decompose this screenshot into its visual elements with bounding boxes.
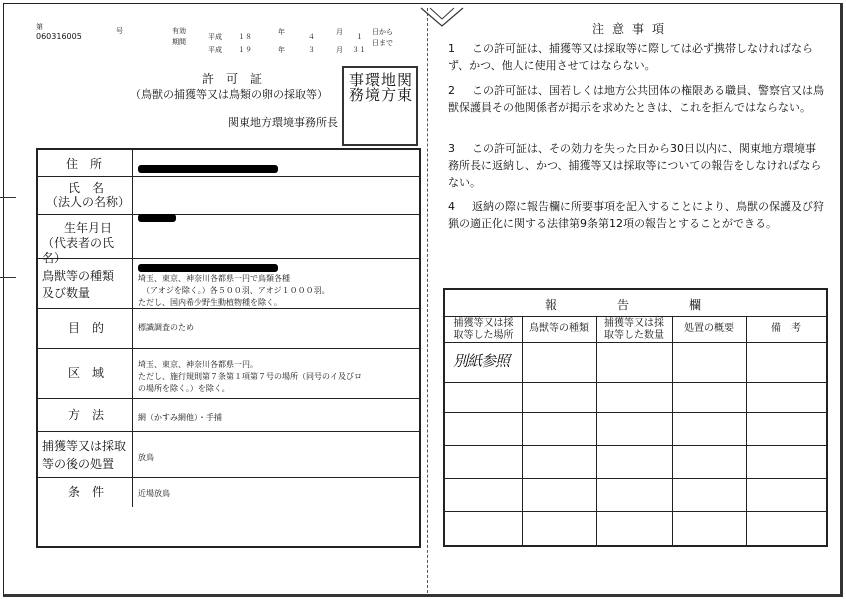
note-text: この許可証は、捕獲等又は採取等に際しては必ず携帯しなければならず、かつ、他人に使用させてはならない。 (448, 42, 813, 72)
fold-notch-icon (418, 6, 466, 28)
row-label-text: 生年月日 (64, 221, 113, 235)
note-text: この許可証は、国若しくは地方公共団体の権限ある職員、警察官又は鳥獣保護員その他関係者が掲示を求めたときは、これを拒んではならない。 (448, 84, 824, 114)
report-column-header (672, 323, 746, 335)
from-era: 平成 (208, 33, 222, 41)
report-title-row (445, 290, 826, 317)
official-seal (342, 66, 418, 146)
from-year: １８ (238, 33, 252, 41)
report-row-line (445, 412, 826, 413)
permit-row-label (38, 399, 133, 431)
row-label-text: （法人の名称） (46, 195, 131, 209)
note-number: 2 (448, 84, 455, 97)
to-year: １９ (238, 46, 252, 54)
report-header-text: 捕獲等又は採 (453, 318, 514, 329)
permit-row-label (38, 349, 133, 398)
punch-mark (0, 277, 16, 278)
report-row-line (445, 478, 826, 479)
seal-glyphs: 事務 (347, 72, 365, 102)
permit-row (38, 215, 419, 265)
report-header-text: 処置の概要 (684, 323, 734, 334)
permit-number: 060316005 (36, 32, 82, 41)
row-label-text: 及び数量 (42, 286, 91, 300)
go-label: 号 (116, 27, 123, 35)
note-item (448, 82, 826, 116)
report-column-header (522, 323, 596, 335)
report-header-text: 備 考 (771, 323, 801, 334)
to-month: ３ (308, 46, 315, 54)
from-label: 日から (372, 28, 393, 36)
fold-line (427, 8, 428, 593)
row-label-text: 住 所 (66, 157, 103, 171)
punch-mark (0, 197, 16, 198)
report-column-header (746, 323, 826, 335)
redaction-bar (138, 214, 176, 222)
permit-row (38, 349, 419, 399)
permit-row-label (38, 215, 133, 265)
permit-row-label (38, 432, 133, 477)
handwritten-note: 別紙参照 (453, 352, 510, 370)
report-header-text: 鳥獣等の種類 (529, 323, 589, 334)
report-row-line (445, 342, 826, 343)
report-header-text: 取等した数量 (604, 330, 664, 341)
permit-title: 許可証 (202, 72, 275, 86)
row-value-text: の場所を除く。）を除く。 (138, 384, 230, 393)
kikan-label: 期間 (172, 38, 186, 46)
to-era: 平成 (208, 46, 222, 54)
report-title: 報告欄 (545, 298, 762, 312)
to-tsuki: 月 (336, 46, 343, 54)
note-item (448, 40, 826, 74)
row-label-text: 氏 名 (68, 181, 105, 195)
row-value-text: ただし、国内希少野生動植物種を除く。 (138, 298, 282, 307)
permit-row (38, 432, 419, 478)
row-value-text: 近場放鳥 (138, 489, 170, 498)
from-month: ４ (308, 33, 315, 41)
permit-row-label (38, 309, 133, 348)
row-label-text: 条 件 (68, 485, 105, 499)
row-label-text: 方 法 (68, 408, 105, 422)
row-label-text: 捕獲等又は採取 (42, 439, 127, 453)
no-label: 第 (36, 23, 43, 31)
row-value-text: （アオジを除く。）各５００羽、アオジ１０００羽。 (142, 286, 330, 295)
permit-row (38, 177, 419, 215)
row-label-text: 鳥獣等の種類 (42, 269, 115, 283)
permit-row-label (38, 177, 133, 214)
seal-glyphs: 地方 (379, 72, 397, 102)
report-table (443, 288, 828, 547)
report-column-header (596, 318, 672, 342)
note-text: この許可証は、その効力を失った日から30日以内に、関東地方環境事務所長に返納し、かつ、捕獲等又は採取等についての報告をしなければならない。 (448, 142, 822, 189)
from-nen: 年 (278, 28, 285, 36)
row-value-text: 標識調査のため (138, 323, 194, 332)
permit-row (38, 399, 419, 432)
to-day: ３１ (352, 46, 366, 54)
note-item (448, 140, 826, 191)
row-value-text: 網（かすみ網他）・手捕 (138, 413, 222, 422)
note-number: 1 (448, 42, 455, 55)
from-day: １ (356, 33, 363, 41)
permit-row-label (38, 478, 133, 507)
notes-title: 注意事項 (592, 22, 673, 36)
report-row-line (445, 445, 826, 446)
permit-table (36, 148, 421, 548)
report-header-text: 捕獲等又は採 (604, 318, 664, 329)
row-value-text: ただし、施行規則第７条第１項第７号の場所（同号のイ及びロ (138, 372, 362, 381)
redaction-bar (138, 165, 278, 173)
note-number: 3 (448, 142, 455, 155)
permit-row-label (38, 259, 133, 308)
note-text: 返納の際に報告欄に所要事項を記入することにより、鳥獣の保護及び狩猟の適正化に関する法律第9条第12項の報告とすることができる。 (448, 200, 824, 230)
note-number: 4 (448, 200, 455, 213)
report-row-line (445, 511, 826, 512)
row-value-text: 埼玉、東京、神奈川各都県一円。 (138, 360, 258, 369)
issuer-name: 関東地方環境事務所長 (228, 116, 338, 129)
row-label-text: 目 的 (68, 321, 105, 335)
permit-row (38, 478, 419, 507)
permit-row (38, 309, 419, 349)
row-value-text: 放鳥 (138, 453, 154, 462)
row-label-text: 等の後の処置 (42, 457, 115, 471)
permit-subtitle: （鳥獣の捕獲等又は鳥類の卵の採取等） (130, 88, 328, 101)
row-value-text: 埼玉、東京、神奈川各都県一円で鳥類各種 (138, 274, 290, 283)
note-item (448, 198, 826, 232)
row-label-text: 区 域 (68, 366, 105, 380)
from-tsuki: 月 (336, 28, 343, 36)
report-row-line (445, 382, 826, 383)
permit-row-label (38, 150, 133, 176)
seal-glyphs: 環境 (363, 72, 381, 102)
row-label-text: （代表者の氏名） (42, 236, 115, 265)
to-label: 日まで (372, 39, 393, 47)
yuko-label: 有効 (172, 27, 186, 35)
seal-glyphs: 関東 (395, 72, 413, 102)
report-header-text: 取等した場所 (453, 330, 514, 341)
to-nen: 年 (278, 46, 285, 54)
report-column-header (445, 318, 522, 342)
redaction-bar (138, 264, 278, 272)
